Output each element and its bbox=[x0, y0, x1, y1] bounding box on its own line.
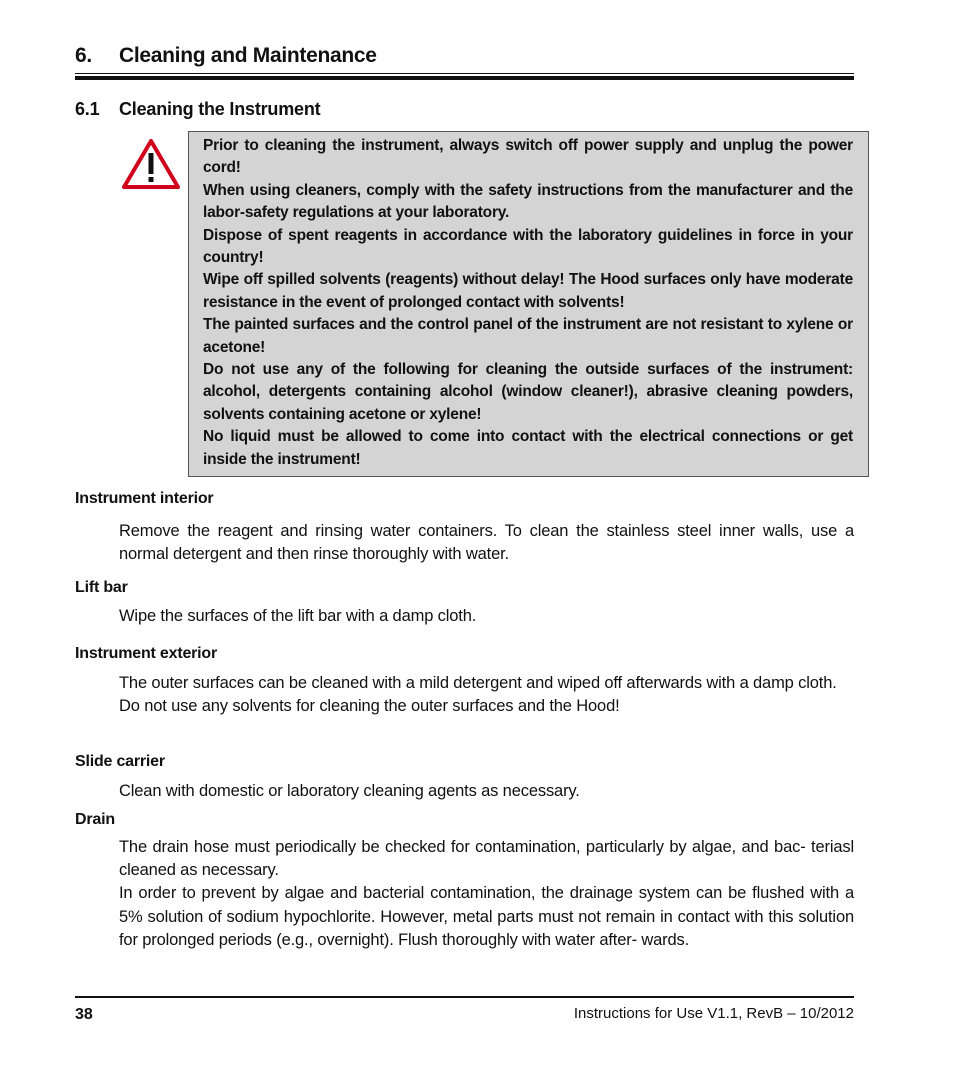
warning-line: The painted surfaces and the control panel of the instrument are not resistant to xylene or acetone! bbox=[203, 316, 853, 356]
subheading-instrument-interior: Instrument interior bbox=[75, 490, 214, 507]
section-title bbox=[75, 99, 320, 120]
section-title-text: Cleaning the Instrument bbox=[119, 99, 321, 119]
paragraph-text: In order to prevent by algae and bacterial contamination, the drainage system can be flushed with a 5% solution of sodium hypochlorite. However, metal parts must not remain in contact with this solution for prolonged periods (e.g., overnight). Flush thoroughly with water after- wards. bbox=[119, 884, 854, 949]
warning-line: Dispose of spent reagents in accordance with the laboratory guidelines in force in your country! bbox=[203, 226, 853, 267]
chapter-number: 6. bbox=[75, 44, 92, 67]
subheading-lift-bar: Lift bar bbox=[75, 579, 128, 596]
document-info: Instructions for Use V1.1, RevB – 10/2012 bbox=[573, 1005, 854, 1022]
paragraph-text: Do not use any solvents for cleaning the outer surfaces and the Hood! bbox=[119, 697, 620, 716]
warning-line: No liquid must be allowed to come into contact with the electrical connections or get inside the instrument! bbox=[203, 428, 853, 468]
warning-line: Prior to cleaning the instrument, always switch off power supply and unplug the power cord! bbox=[203, 137, 853, 177]
paragraph-text: Clean with domestic or laboratory cleaning agents as necessary. bbox=[119, 782, 580, 800]
page-number: 38 bbox=[75, 1006, 93, 1023]
paragraph-instrument-interior bbox=[119, 520, 854, 566]
section-number: 6.1 bbox=[75, 99, 100, 119]
paragraph-slide-carrier bbox=[119, 780, 854, 803]
subheading-slide-carrier: Slide carrier bbox=[75, 753, 165, 770]
paragraph-text: The outer surfaces can be cleaned with a mild detergent and wiped off afterwards with a damp cloth. bbox=[119, 674, 837, 692]
footer-rule bbox=[75, 996, 854, 998]
warning-line: When using cleaners, comply with the safety instructions from the manufacturer and the labor-safety regulations at your laboratory. bbox=[203, 181, 853, 222]
paragraph-text: The drain hose must periodically be checked for contamination, particularly by algae, and bac- teriasl cleaned as necessary. bbox=[119, 838, 854, 880]
header-rule bbox=[75, 73, 854, 80]
warning-triangle-icon bbox=[121, 138, 181, 190]
chapter-title bbox=[75, 44, 854, 68]
warning-line: Wipe off spilled solvents (reagents) without delay! The Hood surfaces only have moderate resistance in the event of prolonged contact with solvents! bbox=[203, 271, 853, 311]
paragraph-instrument-exterior bbox=[119, 672, 854, 718]
paragraph-drain bbox=[119, 836, 854, 952]
chapter-title-text: Cleaning and Maintenance bbox=[119, 44, 377, 67]
paragraph-text: Remove the reagent and rinsing water containers. To clean the stainless steel inner walls, use a normal detergent and then rinse thoroughly with water. bbox=[119, 522, 854, 564]
subheading-instrument-exterior: Instrument exterior bbox=[75, 645, 218, 662]
paragraph-text: Wipe the surfaces of the lift bar with a damp cloth. bbox=[119, 607, 477, 625]
warning-line: Do not use any of the following for cleaning the outside surfaces of the instrument: alcohol, detergents containing alcohol (window cleaner!), abrasive cleaning powders, solvents containing acetone or xylene! bbox=[203, 361, 853, 423]
paragraph-lift-bar bbox=[119, 605, 854, 628]
subheading-drain: Drain bbox=[75, 811, 115, 828]
warning-box bbox=[188, 131, 869, 477]
